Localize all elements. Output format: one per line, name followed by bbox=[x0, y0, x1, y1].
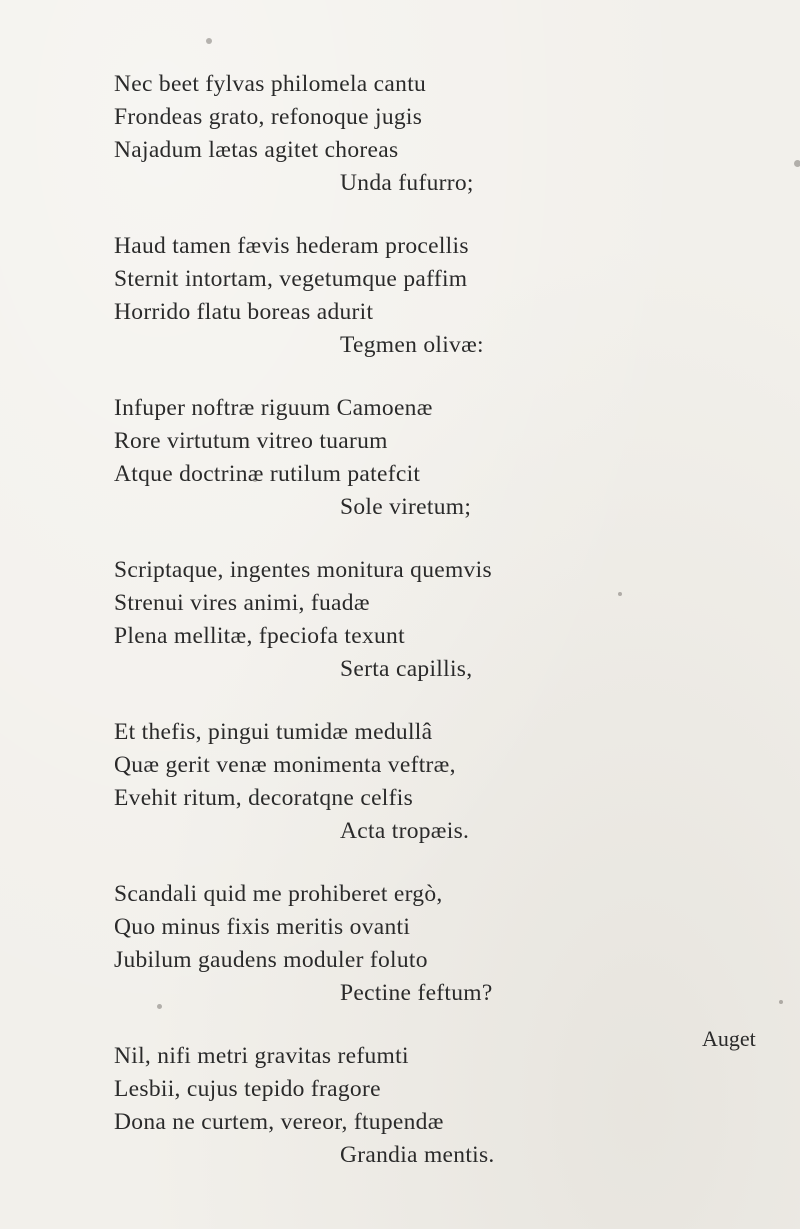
verse-line: Sternit intortam, vegetumque paffim bbox=[114, 266, 468, 292]
verse-line: Nec beet fylvas philomela cantu bbox=[114, 71, 427, 97]
verse-line-short: Acta tropæis. bbox=[340, 818, 470, 844]
verse-line: Plena mellitæ, fpeciofa texunt bbox=[114, 623, 405, 649]
verse-line-short: Sole viretum; bbox=[340, 494, 472, 520]
verse-line: Horrido flatu boreas adurit bbox=[114, 299, 374, 325]
stanza-3 bbox=[114, 392, 674, 524]
stanza-1 bbox=[114, 68, 674, 200]
verse-line: Nil, nifi metri gravitas refumti bbox=[114, 1043, 409, 1069]
verse-line: Najadum lætas agitet choreas bbox=[114, 137, 399, 163]
stanza-6 bbox=[114, 878, 674, 1010]
verse-line: Scandali quid me prohiberet ergò, bbox=[114, 881, 443, 907]
verse-line: Et thefis, pingui tumidæ medullâ bbox=[114, 719, 433, 745]
verse-line: Atque doctrinæ rutilum patefcit bbox=[114, 461, 421, 487]
verse-line: Quo minus fixis meritis ovanti bbox=[114, 914, 411, 940]
verse-line: Rore virtutum vitreo tuarum bbox=[114, 428, 388, 454]
verse-line: Strenui vires animi, fuadæ bbox=[114, 590, 370, 616]
verse-line: Frondeas grato, refonoque jugis bbox=[114, 104, 423, 130]
verse-line: Haud tamen fævis hederam procellis bbox=[114, 233, 469, 259]
stanza-4 bbox=[114, 554, 674, 686]
verse-line-short: Tegmen olivæ: bbox=[340, 332, 484, 358]
verse-line: Evehit ritum, decoratqne celfis bbox=[114, 785, 414, 811]
verse-line: Infuper noftræ riguum Camoenæ bbox=[114, 395, 433, 421]
stanza-2 bbox=[114, 230, 674, 362]
verse-line-short: Pectine feftum? bbox=[340, 980, 493, 1006]
verse-line: Jubilum gaudens moduler foluto bbox=[114, 947, 428, 973]
poem bbox=[114, 68, 674, 1202]
verse-line: Lesbii, cujus tepido fragore bbox=[114, 1076, 381, 1102]
verse-line: Dona ne curtem, vereor, ftupendæ bbox=[114, 1109, 444, 1135]
stanza-5 bbox=[114, 716, 674, 848]
verse-line-short: Serta capillis, bbox=[340, 656, 473, 682]
verse-line-short: Grandia mentis. bbox=[340, 1142, 495, 1168]
verse-line: Quæ gerit venæ monimenta veftræ, bbox=[114, 752, 456, 778]
stanza-7 bbox=[114, 1040, 674, 1172]
verse-line-short: Unda fufurro; bbox=[340, 170, 474, 196]
catchword: Auget bbox=[702, 1026, 756, 1051]
verse-line: Scriptaque, ingentes monitura quemvis bbox=[114, 557, 492, 583]
